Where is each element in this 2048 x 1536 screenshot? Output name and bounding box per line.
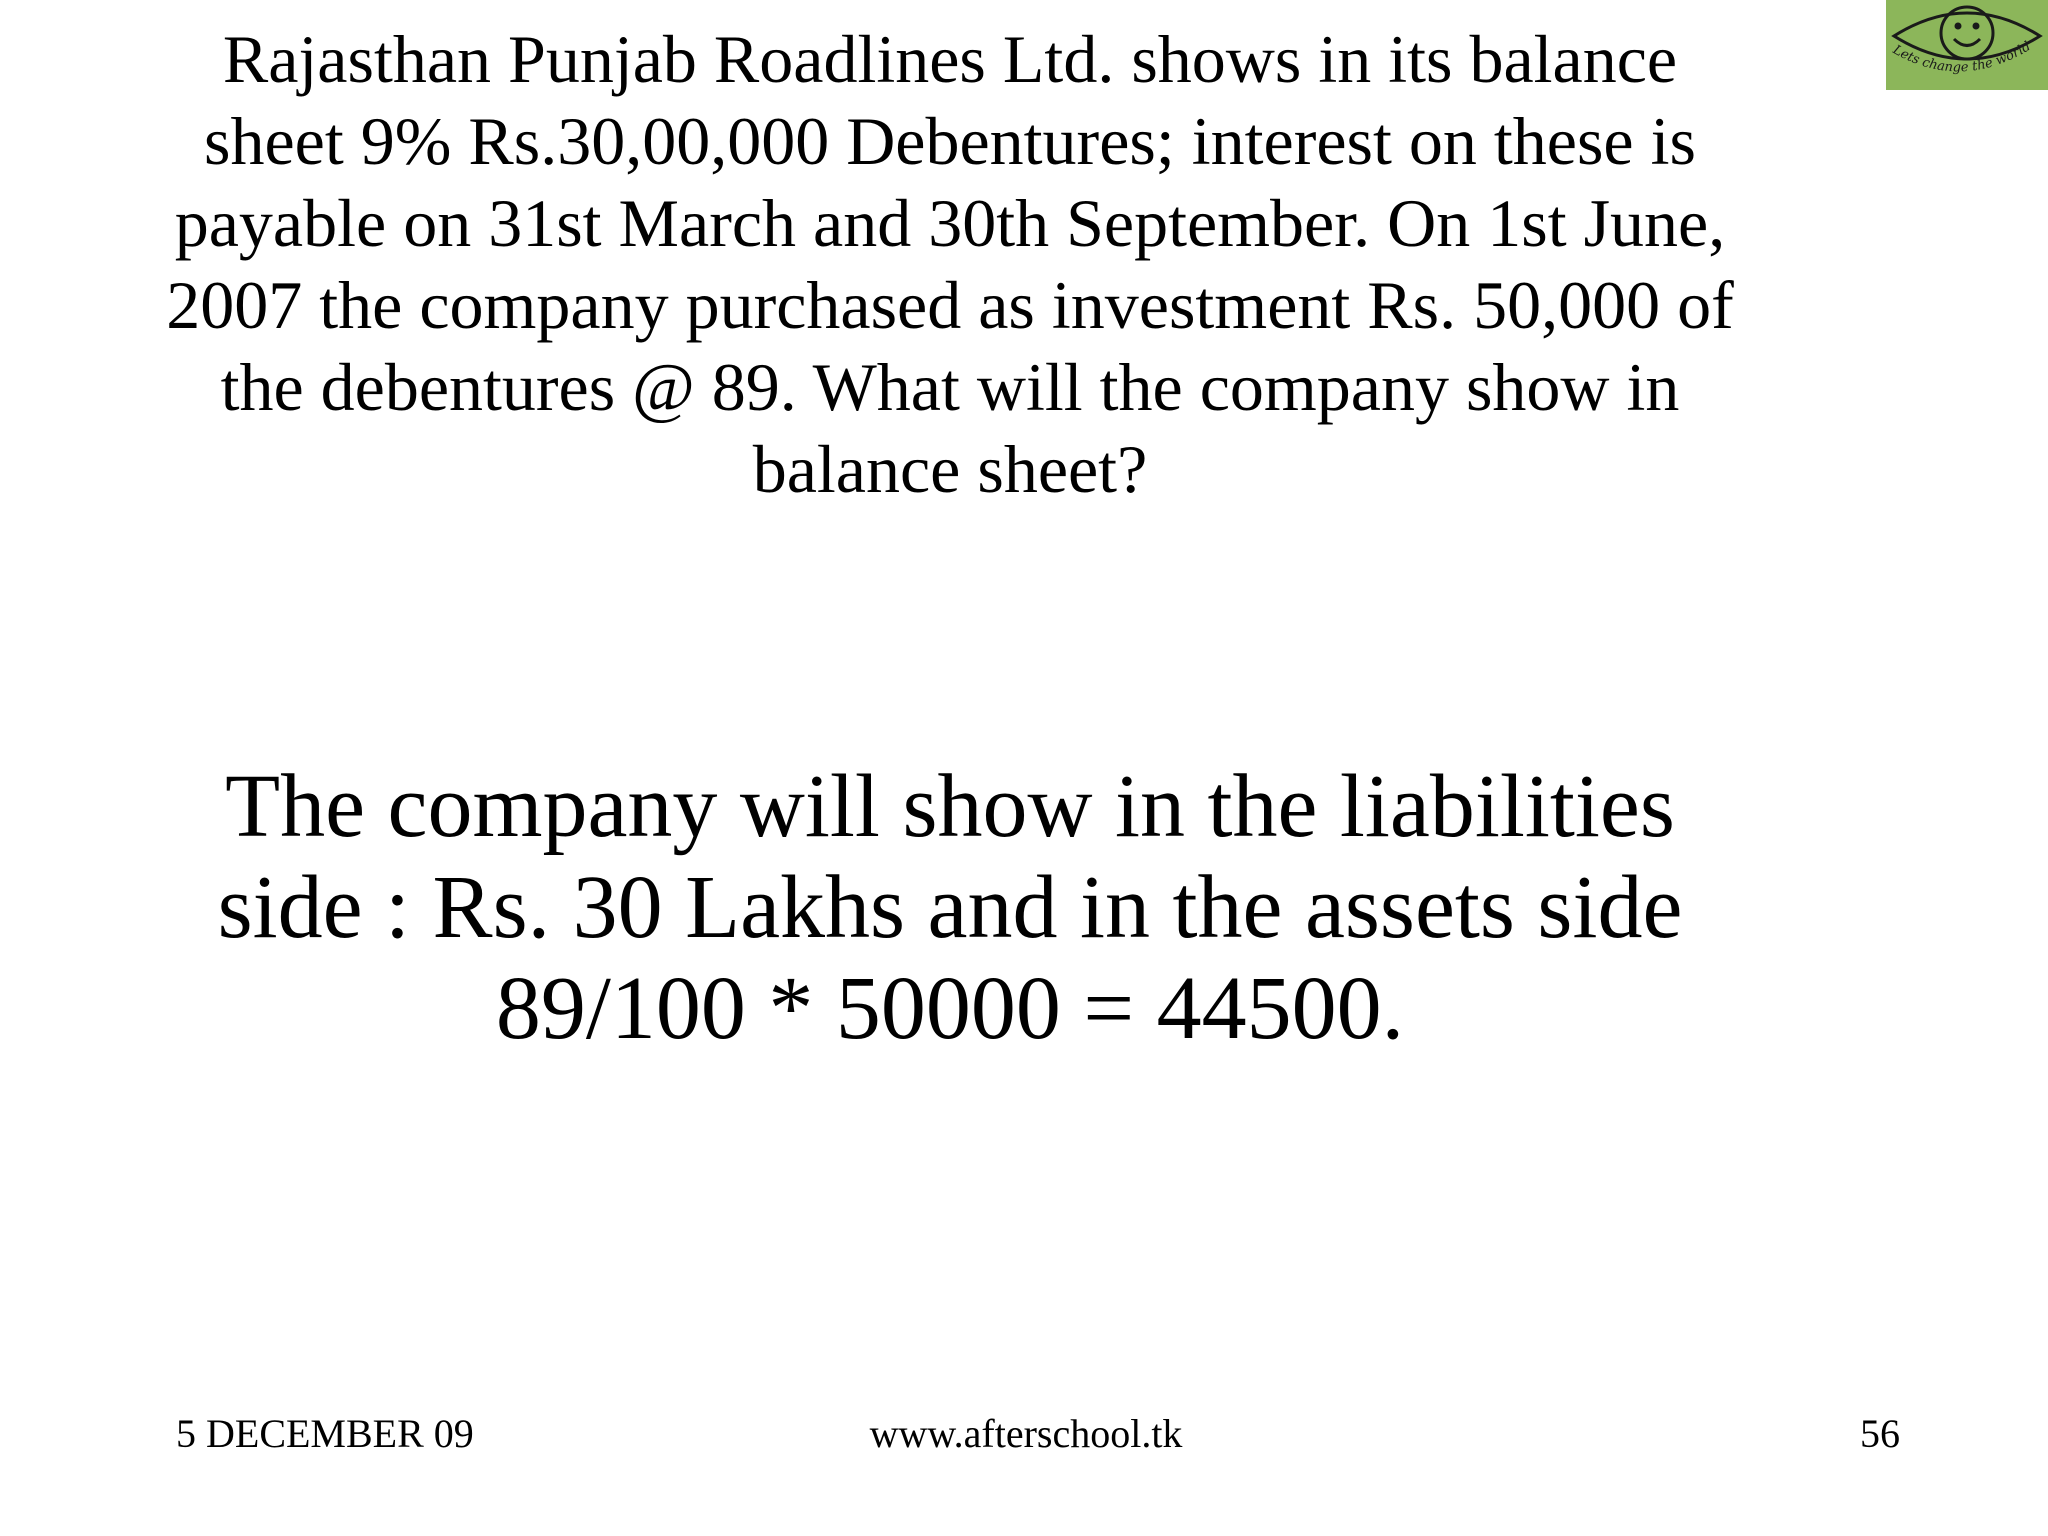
smiling-eye-logo-icon <box>1886 0 2048 90</box>
page-number: 56 <box>1860 1411 1900 1456</box>
logo-tagline: Lets change the world <box>1890 39 2034 76</box>
answer-text: The company will show in the liabilities side : Rs. 30 Lakhs and in the assets side 89/100 * 50000 = 44500. <box>217 757 1683 1058</box>
question-text: Rajasthan Punjab Roadlines Ltd. shows in its balance sheet 9% Rs.30,00,000 Debentures; interest on these is payable on 31st March and 30th September. On 1st June, 2007 the company purchased as investment Rs. 50,000 of the debentures @ 89. What will the company show in balance sheet? <box>166 21 1734 507</box>
footer-url: www.afterschool.tk <box>869 1411 1183 1456</box>
footer-date: 5 DECEMBER 09 <box>176 1411 474 1456</box>
